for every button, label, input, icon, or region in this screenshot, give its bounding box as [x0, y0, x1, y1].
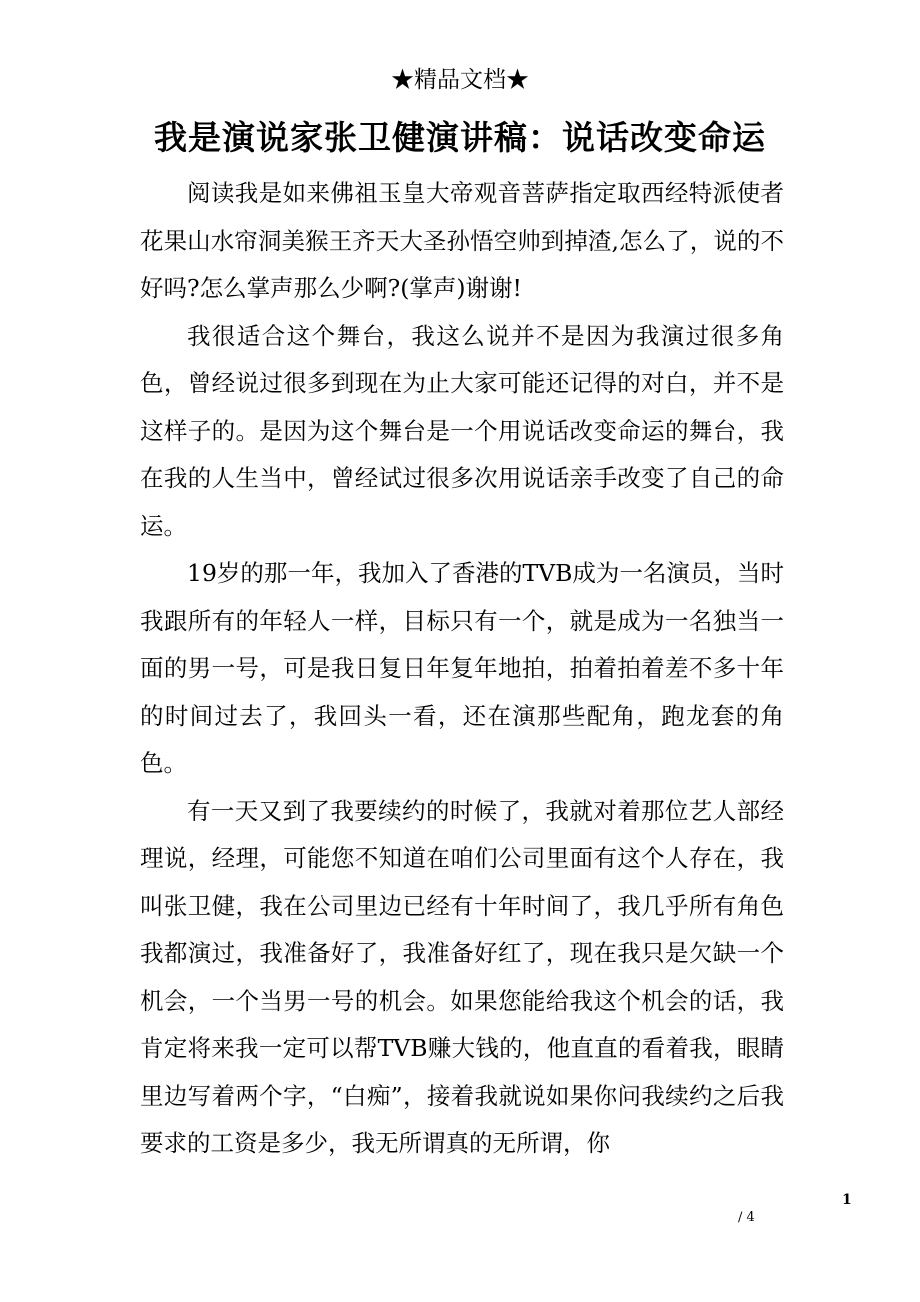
paragraph-3: 19岁的那一年，我加入了香港的TVB成为一名演员，当时我跟所有的年轻人一样，目标只有一个，就是成为一名独当一面的男一号，可是我日复日年复年地拍，拍着拍着差不多十年的时间过去了，我回头一看，还在演那些配角，跑龙套的角色。: [140, 559, 784, 777]
paragraph-1: 阅读我是如来佛祖玉皇大帝观音菩萨指定取西经特派使者花果山水帘洞美猴王齐天大圣孙悟空帅到掉渣,怎么了，说的不好吗?怎么掌声那么少啊?(掌声)谢谢!: [140, 179, 784, 302]
paragraph-2: 我很适合这个舞台，我这么说并不是因为我演过很多角色，曾经说过很多到现在为止大家可能还记得的对白，并不是这样子的。是因为这个舞台是一个用说话改变命运的舞台，我在我的人生当中，曾经试过很多次用说话亲手改变了自己的命运。: [140, 321, 784, 540]
page-number: 1: [842, 1192, 852, 1208]
paragraph-4: 有一天又到了我要续约的时候了，我就对着那位艺人部经理说，经理，可能您不知道在咱们公司里面有这个人存在，我叫张卫健，我在公司里边已经有十年时间了，我几乎所有角色我都演过，我准备好了，我准备好红了，现在我只是欠缺一个机会，一个当男一号的机会。如果您能给我这个机会的话，我肯定将来我一定可以帮TVB赚大钱的，他直直的看着我，眼睛里边写着两个字，“白痴”，接着我就说如果你问我续约之后我要求的工资是多少，我无所谓真的无所谓，你: [140, 796, 784, 1157]
document-body: [140, 170, 784, 1168]
header-label: ★精品文档★: [391, 67, 529, 93]
page-total: / 4: [738, 1210, 755, 1225]
document-title: 我是演说家张卫健演讲稿：说话改变命运: [154, 118, 766, 157]
